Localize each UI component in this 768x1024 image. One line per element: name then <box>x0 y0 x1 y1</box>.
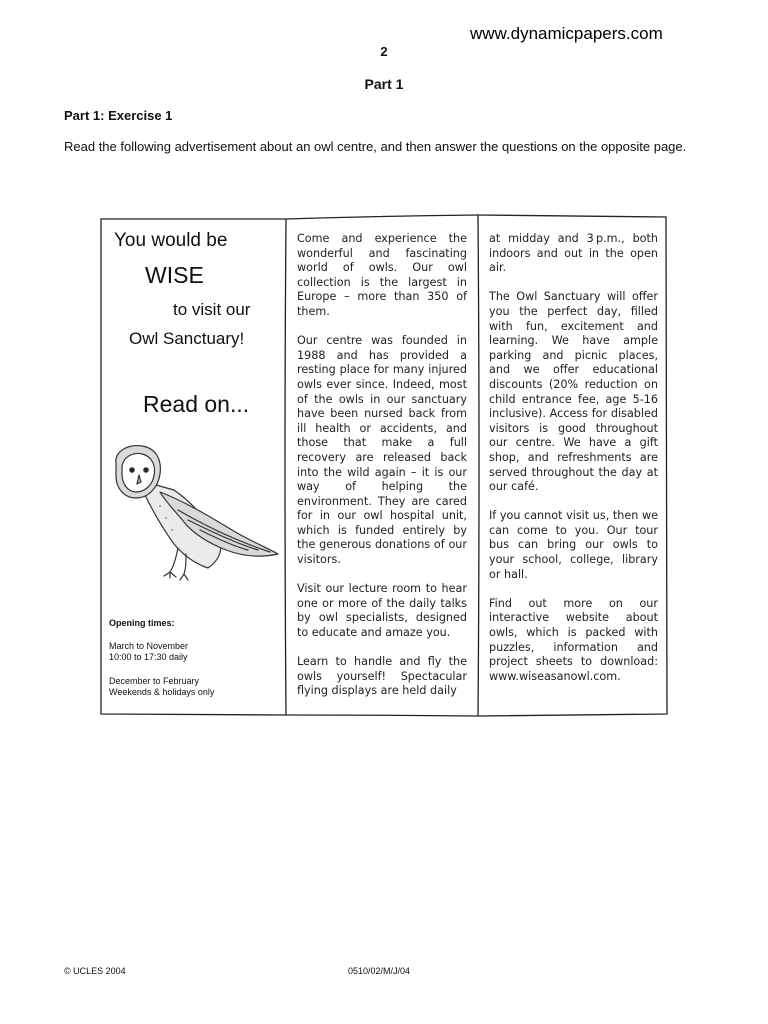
page-number: 2 <box>380 44 388 59</box>
advert-column-right <box>489 232 658 699</box>
paper-code-footer: 0510/02/M/J/04 <box>348 966 411 976</box>
advert-paragraph: Learn to handle and fly the owls yourself! Spectacular flying displays are held daily <box>297 655 467 698</box>
headline-wise: WISE <box>145 262 204 288</box>
headline-line-3: to visit our <box>173 300 251 319</box>
advert-paragraph: Come and experience the wonderful and fascinating world of owls. Our owl collection is the largest in Europe – more than 350 of them. <box>297 232 467 318</box>
advert-column-middle <box>297 232 467 714</box>
copyright-footer: © UCLES 2004 <box>64 966 126 976</box>
headline-line-4: Owl Sanctuary! <box>129 329 245 348</box>
advert-paragraph: The Owl Sanctuary will offer you the perfect day, filled with fun, excitement and learning. We have ample parking and picnic places, and we offer educational discounts (20% reduction on child entrance fee, age 5-16 inclusive). Access for disabled visitors is good throughout our centre. We have a gift shop, and refreshments are served throughout the day at our café. <box>489 290 658 494</box>
website-url: www.dynamicpapers.com <box>470 24 663 43</box>
opening-times-line: December to February <box>109 676 200 686</box>
opening-times-line: Weekends & holidays only <box>109 687 215 697</box>
opening-times-title: Opening times: <box>109 618 175 628</box>
advert-paragraph: Find out more on our interactive website about owls, which is packed with puzzles, information and project sheets to download: www.wiseasanowl.com. <box>489 596 658 683</box>
opening-times-line: 10:00 to 17:30 daily <box>109 652 188 662</box>
barn-owl-icon <box>108 444 284 591</box>
advert-paragraph: Our centre was founded in 1988 and has provided a resting place for many injured owls ever since. Indeed, most of the owls in our sanctuary have been nursed back from ill health or accidents, and those that make a full recovery are released back into the wild again – it is our way of helping the environment. They are cared for in our owl hospital unit, which is funded entirely by the generous donations of our visitors. <box>297 334 467 567</box>
exercise-instruction: Read the following advertisement about an owl centre, and then answer the questions on the opposite page. <box>64 139 687 154</box>
advert-paragraph: Visit our lecture room to hear one or more of the daily talks by owl specialists, designed to educate and amaze you. <box>297 582 467 640</box>
headline-read-on: Read on... <box>143 391 250 417</box>
advert-paragraph: at midday and 3 p.m., both indoors and out in the open air. <box>489 232 658 275</box>
exercise-title: Part 1: Exercise 1 <box>64 108 173 123</box>
opening-times-line: March to November <box>109 641 189 651</box>
part-heading: Part 1 <box>364 76 404 92</box>
advert-paragraph: If you cannot visit us, then we can come to you. Our tour bus can bring our owls to your school, college, library or hall. <box>489 509 658 581</box>
headline-line-1: You would be <box>114 230 228 251</box>
